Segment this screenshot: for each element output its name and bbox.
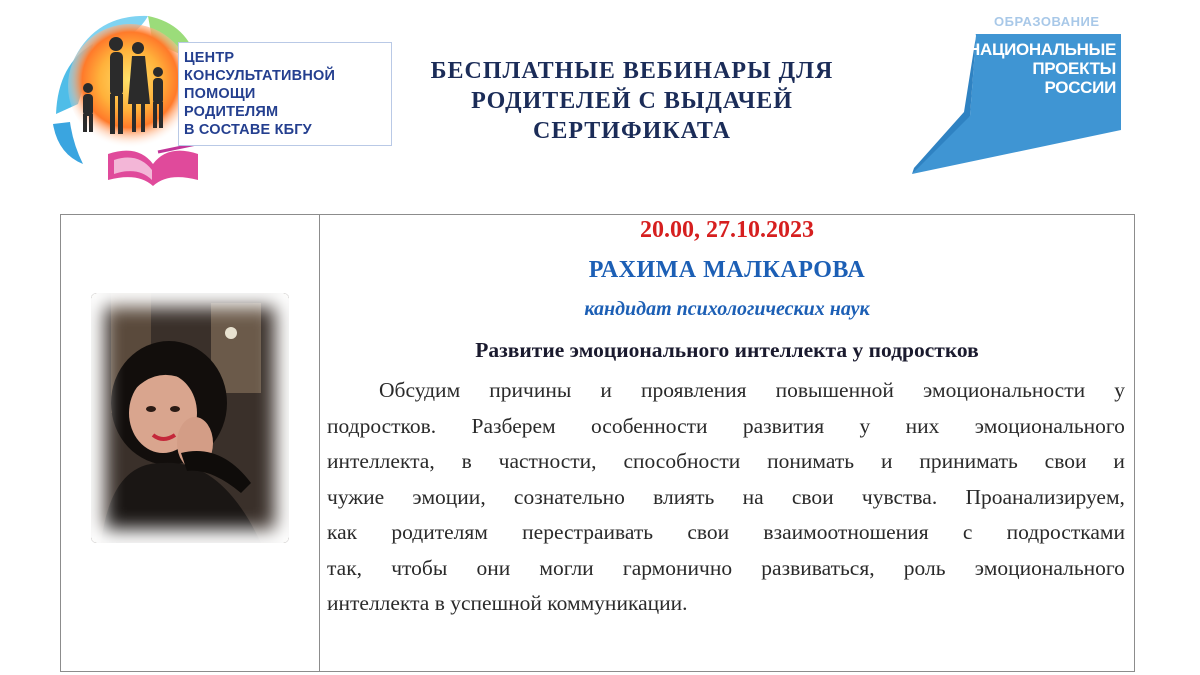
description-word: в xyxy=(434,591,451,615)
description-word: Обсудим xyxy=(379,378,461,402)
description-word: чтобы xyxy=(391,555,448,580)
description-line xyxy=(327,480,1125,516)
description-word: понимать xyxy=(767,449,855,473)
description-word: так, xyxy=(327,555,363,580)
description-line xyxy=(327,515,1125,551)
description-word: роль xyxy=(903,555,946,580)
description-line xyxy=(327,409,1125,445)
description-word: способности xyxy=(623,449,741,473)
webinar-datetime: 20.00, 27.10.2023 xyxy=(640,217,814,243)
description-word: свои xyxy=(687,520,730,544)
description-word: развиваться, xyxy=(761,555,875,580)
description-word: влиять xyxy=(653,484,715,509)
description-word: эмоционального xyxy=(974,555,1125,580)
description-word: у xyxy=(859,413,871,438)
column-divider xyxy=(319,215,320,671)
description-word: подростками xyxy=(1006,520,1125,544)
description-word: они xyxy=(476,555,511,580)
np-line: НАЦИОНАЛЬНЫЕ xyxy=(968,40,1116,59)
description-word: особенности xyxy=(591,413,708,438)
description-word: родителям xyxy=(391,520,488,544)
description-word: повышенной xyxy=(775,378,894,402)
description-word: могли xyxy=(539,555,594,580)
description-word: успешной xyxy=(450,591,548,615)
description-word: Разберем xyxy=(471,413,556,438)
description-word: в xyxy=(461,449,472,473)
photo-vignette xyxy=(91,293,289,543)
speaker-photo xyxy=(91,293,289,543)
description-word: взаимоотношения xyxy=(763,520,929,544)
center-logo xyxy=(48,4,348,189)
description-word: интеллекта, xyxy=(327,449,435,473)
description-word: коммуникации. xyxy=(547,591,688,615)
description-word: причины xyxy=(489,378,572,402)
center-logo-text xyxy=(184,49,335,139)
np-text xyxy=(966,40,1116,97)
description-word: перестраивать xyxy=(522,520,654,544)
np-line: ПРОЕКТЫ xyxy=(1032,59,1116,78)
description-word: и xyxy=(1113,449,1125,473)
description-word: свои xyxy=(1044,449,1087,473)
description-word: интеллекта xyxy=(327,591,435,615)
logo-line: КОНСУЛЬТАТИВНОЙ xyxy=(184,68,336,84)
description-word: как xyxy=(327,520,358,544)
description-word: и xyxy=(600,378,612,402)
description-word: с xyxy=(962,520,973,544)
title-line: РОДИТЕЛЕЙ С ВЫДАЧЕЙ xyxy=(471,88,793,114)
np-line: РОССИИ xyxy=(1044,78,1116,97)
title-line: СЕРТИФИКАТА xyxy=(532,118,732,144)
description-line xyxy=(327,373,1125,409)
page-title xyxy=(372,56,892,146)
description-word: гармонично xyxy=(622,555,733,580)
description-word: чувства. xyxy=(861,484,938,509)
national-projects-logo xyxy=(906,0,1136,178)
description-word: них xyxy=(905,413,940,438)
speaker-name: РАХИМА МАЛКАРОВА xyxy=(588,257,866,283)
title-line: БЕСПЛАТНЫЕ ВЕБИНАРЫ ДЛЯ xyxy=(430,58,834,84)
np-top-label: ОБРАЗОВАНИЕ xyxy=(994,14,1100,29)
description-word: эмоции, xyxy=(412,484,486,509)
description-line xyxy=(327,586,1125,622)
description-word: частности, xyxy=(498,449,597,473)
description-word: на xyxy=(742,484,764,509)
webinar-description xyxy=(327,373,1125,622)
description-word: у xyxy=(1114,378,1125,402)
logo-line: ПОМОЩИ xyxy=(184,86,256,102)
description-line xyxy=(327,444,1125,480)
description-word: эмоциональности xyxy=(922,378,1086,402)
speaker-degree: кандидат психологических наук xyxy=(584,298,870,320)
description-word: Проанализируем, xyxy=(965,484,1125,509)
webinar-table xyxy=(60,214,1135,672)
webinar-topic: Развитие эмоционального интеллекта у подростков xyxy=(475,338,979,362)
description-word: эмоционального xyxy=(974,413,1125,438)
description-word: сознательно xyxy=(513,484,625,509)
description-word: и xyxy=(880,449,893,473)
description-word: развития xyxy=(742,413,825,438)
logo-line: ЦЕНТР xyxy=(184,50,235,66)
description-word: принимать xyxy=(919,449,1018,473)
description-word: подростков. xyxy=(327,413,437,438)
logo-line: В СОСТАВЕ КБГУ xyxy=(184,122,312,138)
description-word: свои xyxy=(791,484,834,509)
logo-line: РОДИТЕЛЯМ xyxy=(184,104,279,120)
description-word: чужие xyxy=(327,484,385,509)
description-word: проявления xyxy=(641,378,747,402)
description-line xyxy=(327,551,1125,587)
